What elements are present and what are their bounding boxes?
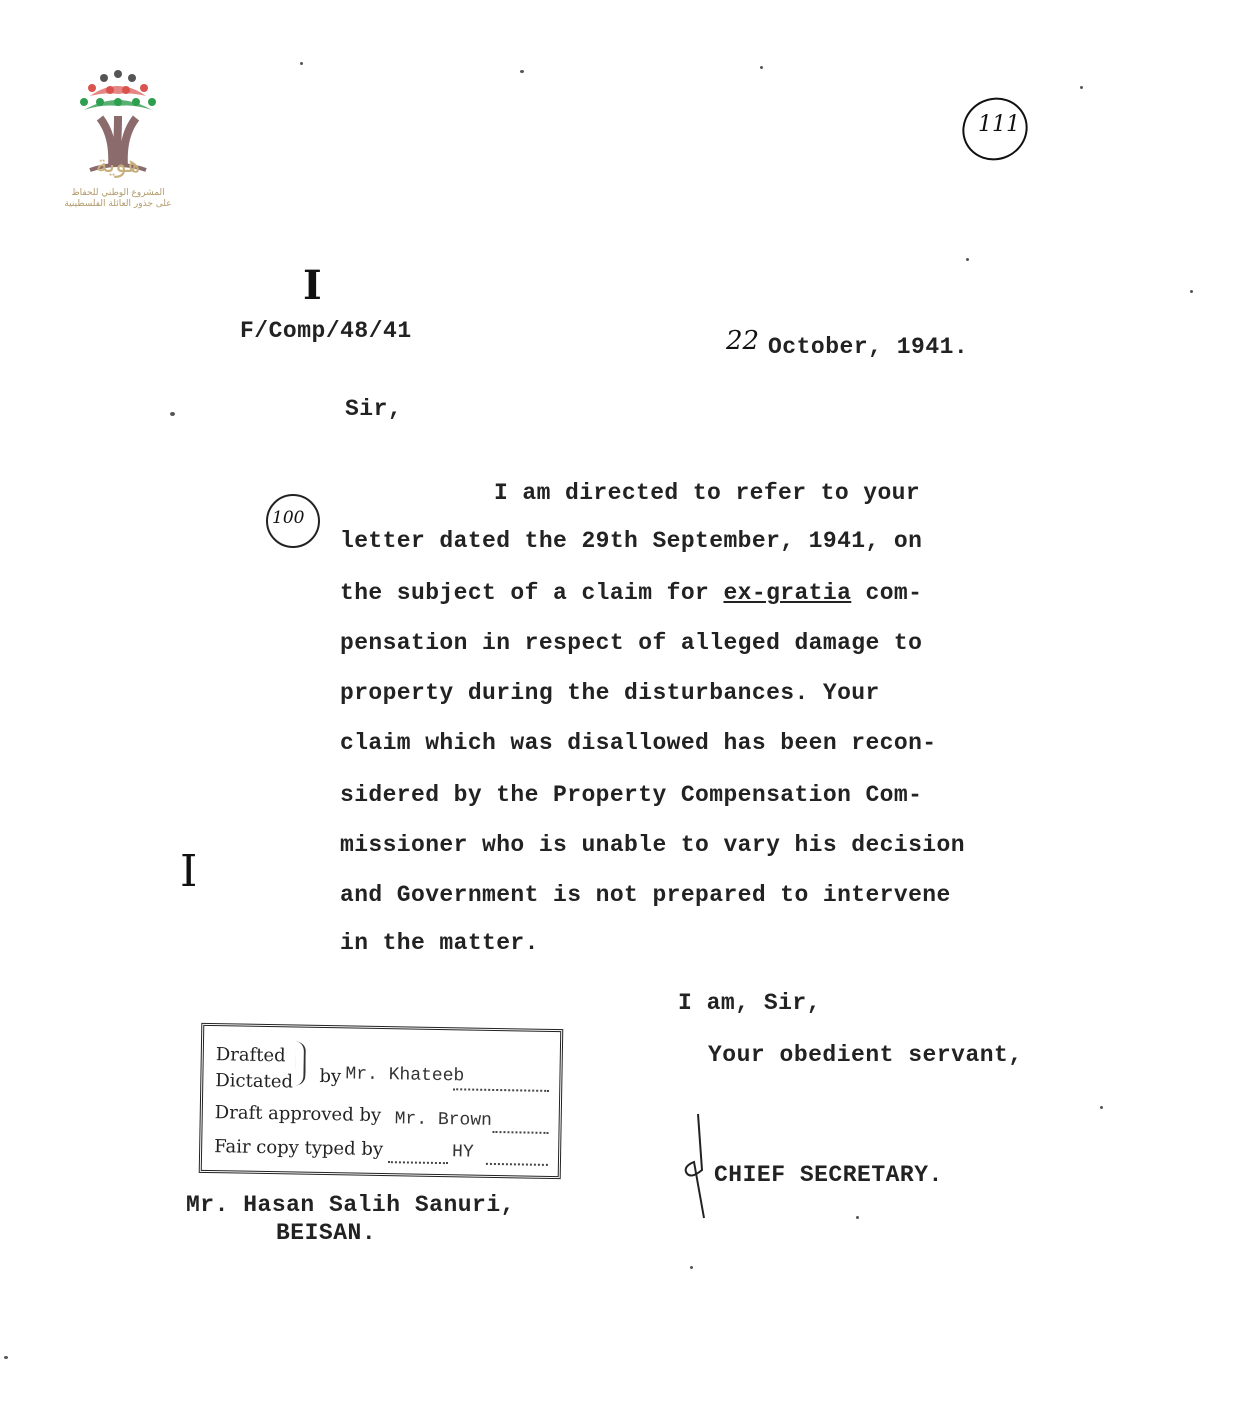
body-line-5: property during the disturbances. Your bbox=[340, 680, 880, 706]
scan-speck bbox=[300, 62, 303, 65]
stamp-typed-name: HY bbox=[451, 1142, 474, 1163]
stamp-dictated-label: Dictated bbox=[215, 1070, 294, 1093]
body-line-3-text: the subject of a claim for bbox=[340, 580, 724, 606]
margin-mark-top: I bbox=[303, 262, 322, 309]
scan-speck bbox=[690, 1266, 693, 1269]
body-line-3 bbox=[340, 580, 922, 606]
stamp-drafted-label: Drafted bbox=[215, 1044, 286, 1067]
stamp-dotted-line-2 bbox=[492, 1131, 548, 1134]
drafting-stamp bbox=[199, 1023, 564, 1179]
stamp-dotted-line-3 bbox=[388, 1161, 448, 1164]
body-line-10: in the matter. bbox=[340, 930, 539, 956]
body-line-8: missioner who is unable to vary his decision bbox=[340, 832, 965, 858]
scan-speck bbox=[760, 66, 763, 69]
body-line-1: I am directed to refer to your bbox=[494, 480, 921, 506]
addressee-place: BEISAN. bbox=[276, 1220, 377, 1246]
body-line-6: claim which was disallowed has been recon- bbox=[340, 730, 937, 756]
stamp-by-label: by bbox=[319, 1065, 342, 1088]
scan-speck bbox=[966, 258, 969, 261]
stamp-approved-label: Draft approved by bbox=[214, 1102, 382, 1127]
stamp-dotted-line-4 bbox=[486, 1163, 548, 1166]
addressee-name: Mr. Hasan Salih Sanuri, bbox=[186, 1192, 515, 1218]
logo-caption: المشروع الوطني للحفاظ على جذور العائلة الفلسطينية bbox=[64, 188, 172, 209]
body-line-3-end: com- bbox=[851, 580, 923, 606]
folio-number: 111 bbox=[978, 112, 1020, 137]
file-reference: F/Comp/48/41 bbox=[240, 318, 412, 344]
closing-line-1: I am, Sir, bbox=[678, 990, 822, 1016]
scan-speck bbox=[520, 70, 524, 73]
salutation: Sir, bbox=[345, 396, 403, 422]
stamp-brace bbox=[295, 1042, 306, 1086]
ex-gratia-term: ex-gratia bbox=[723, 580, 852, 606]
stamp-drafted-by-name: Mr. Khateeb bbox=[345, 1064, 465, 1087]
scan-speck bbox=[1100, 1106, 1103, 1109]
scan-speck bbox=[170, 412, 175, 416]
signatory-title: CHIEF SECRETARY. bbox=[714, 1162, 943, 1188]
closing-line-2: Your obedient servant, bbox=[708, 1042, 1023, 1068]
date-day: 22 bbox=[726, 326, 760, 356]
reference-number: 100 bbox=[272, 508, 305, 528]
body-line-2: letter dated the 29th September, 1941, on bbox=[340, 528, 923, 554]
scan-speck bbox=[1080, 86, 1083, 89]
stamp-typed-label: Fair copy typed by bbox=[213, 1136, 384, 1161]
stamp-dotted-line-1 bbox=[453, 1088, 549, 1092]
body-line-4: pensation in respect of alleged damage to bbox=[340, 630, 923, 656]
stamp-approved-name: Mr. Brown bbox=[394, 1109, 493, 1131]
margin-mark-left: I bbox=[180, 846, 198, 897]
body-line-7: sidered by the Property Compensation Com- bbox=[340, 782, 923, 808]
scan-speck bbox=[856, 1216, 859, 1219]
logo-name: هوية bbox=[95, 150, 141, 178]
scan-speck bbox=[1190, 290, 1193, 293]
body-line-9: and Government is not prepared to intervene bbox=[340, 882, 951, 908]
date-text: October, 1941. bbox=[768, 334, 969, 360]
scan-speck bbox=[4, 1356, 8, 1359]
